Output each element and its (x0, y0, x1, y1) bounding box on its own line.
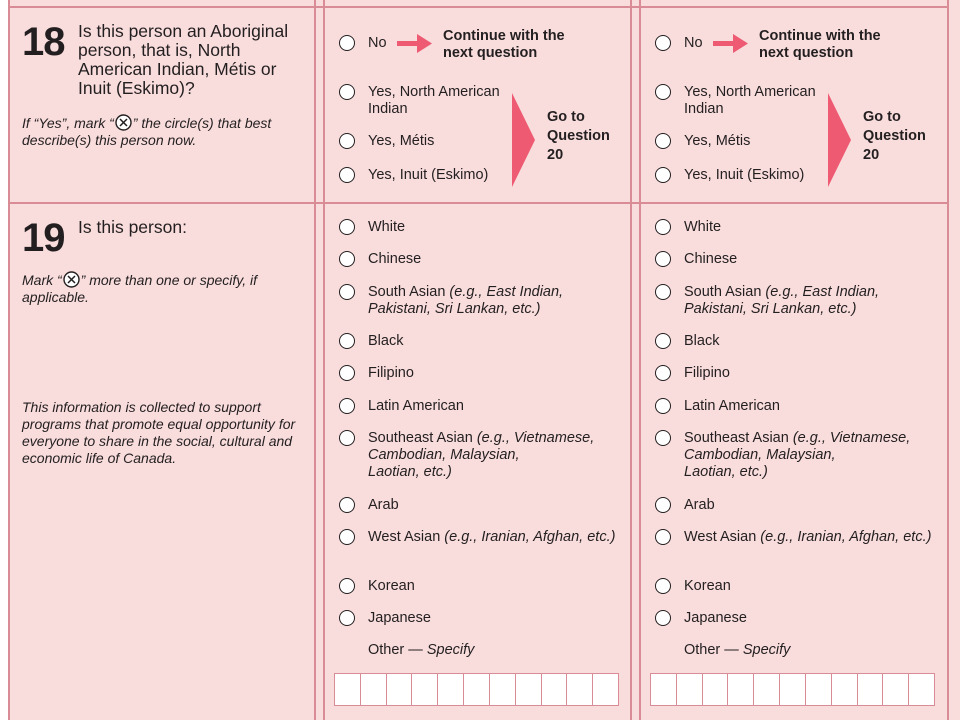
option-label (368, 578, 415, 595)
option-label-line (684, 333, 719, 350)
other-specify-input[interactable] (650, 673, 935, 706)
goto-note-line: 20 (547, 147, 564, 163)
option-example-text: (e.g., Vietnamese, (476, 430, 595, 446)
option-label-line (368, 219, 405, 236)
option-main-text: Black (368, 333, 404, 349)
option-main-text: White (368, 219, 406, 235)
continue-note-line: Continue with the (759, 28, 881, 44)
q19-instruction-pre: Mark “ (22, 272, 62, 288)
option-label-line (684, 578, 731, 595)
option-label-line (368, 365, 414, 382)
option-label: No (684, 35, 703, 51)
q19-instruction (22, 271, 257, 306)
option-label-line (684, 430, 910, 447)
q18-title (78, 22, 288, 98)
option-label (368, 284, 563, 318)
option-label-line (368, 333, 403, 350)
option-main-text: West Asian (684, 529, 761, 545)
radio-south-asian[interactable] (655, 284, 671, 300)
option-example-text: Laotian, etc.) (368, 464, 452, 480)
q19-number: 19 (22, 216, 65, 260)
continue-note-line: next question (759, 45, 854, 61)
q18-instruction-line1 (22, 114, 271, 132)
column-divider-1 (314, 0, 316, 720)
option-main-text: Japanese (368, 610, 431, 626)
option-main-text: Black (684, 333, 720, 349)
option-label-line (684, 251, 737, 268)
option-example-text: Pakistani, Sri Lankan, etc.) (368, 301, 541, 317)
specify-text: Specify (742, 642, 791, 658)
option-example-text: Pakistani, Sri Lankan, etc.) (684, 301, 857, 317)
option-main-text: White (684, 219, 722, 235)
radio-japanese[interactable] (655, 610, 671, 626)
letter-box[interactable] (754, 674, 780, 705)
radio-chinese[interactable] (339, 251, 355, 267)
goto-note-line: Question (863, 128, 926, 144)
option-label-line (368, 430, 594, 447)
option-label-line: Yes, North American (684, 84, 816, 100)
option-example-text: Cambodian, Malaysian, (684, 447, 836, 463)
column-divider-3 (630, 0, 632, 720)
letter-box[interactable] (677, 674, 703, 705)
option-example-text: (e.g., Vietnamese, (792, 430, 911, 446)
option-label (368, 430, 594, 481)
other-label: Other — (368, 642, 427, 658)
option-label-line: Yes, North American (368, 84, 500, 100)
option-label (368, 529, 615, 546)
option-label-line (684, 219, 721, 236)
q19-title: Is this person: (78, 217, 187, 237)
radio-latin-american[interactable] (339, 398, 355, 414)
option-label-line (684, 284, 879, 301)
option-main-text: Southeast Asian (684, 430, 793, 446)
goto-note-line: Question (547, 128, 610, 144)
option-label (684, 578, 731, 595)
q19-answers-person2 (655, 0, 945, 720)
option-label (684, 333, 719, 350)
column-divider-4 (639, 0, 641, 720)
option-main-text: Latin American (684, 398, 780, 414)
option-label-line (368, 464, 594, 481)
option-label (684, 430, 910, 481)
letter-box[interactable] (832, 674, 858, 705)
goto-note-line: Go to (863, 109, 901, 125)
q19-answers-person1 (339, 0, 629, 720)
letter-box[interactable] (780, 674, 806, 705)
option-main-text: South Asian (368, 284, 450, 300)
radio-southeast-asian[interactable] (655, 430, 671, 446)
option-main-text: Southeast Asian (368, 430, 477, 446)
option-label (684, 251, 737, 268)
letter-box[interactable] (728, 674, 754, 705)
goto-note-line: 20 (863, 147, 880, 163)
radio-korean[interactable] (339, 578, 355, 594)
column-divider-2 (323, 0, 325, 720)
option-example-text: (e.g., Iranian, Afghan, etc.) (760, 529, 932, 545)
option-label-line (368, 497, 399, 514)
q18-instruction-post: ” the circle(s) that best (132, 115, 272, 131)
option-label (368, 251, 421, 268)
option-label (368, 365, 414, 382)
option-label-line (368, 301, 563, 318)
option-label-line: Indian (684, 101, 724, 117)
option-main-text: Latin American (368, 398, 464, 414)
specify-text: Specify (426, 642, 475, 658)
q18-instruction-pre: If “Yes”, mark “ (22, 115, 114, 131)
option-example-text: (e.g., Iranian, Afghan, etc.) (444, 529, 616, 545)
option-label (684, 398, 780, 415)
option-label: Yes, Métis (684, 133, 751, 149)
letter-box[interactable] (909, 674, 934, 705)
radio-latin-american[interactable] (655, 398, 671, 414)
option-label-line (368, 251, 421, 268)
option-label (684, 497, 715, 514)
q18-instruction (22, 114, 271, 149)
q18-title-line: Is this person an Aboriginal (78, 21, 289, 41)
letter-box[interactable] (361, 674, 387, 705)
option-label-line (368, 610, 431, 627)
option-label-line (684, 497, 715, 514)
radio-japanese[interactable] (339, 610, 355, 626)
option-label (684, 365, 730, 382)
q18-instruction-line2: describe(s) this person now. (22, 132, 197, 148)
option-example-text: Cambodian, Malaysian, (368, 447, 520, 463)
option-label (368, 219, 405, 236)
radio-west-asian[interactable] (655, 529, 671, 545)
letter-box[interactable] (858, 674, 884, 705)
letter-box[interactable] (490, 674, 516, 705)
option-label (684, 219, 721, 236)
radio-arab[interactable] (339, 497, 355, 513)
option-label-line (368, 447, 594, 464)
option-main-text: Filipino (368, 365, 414, 381)
letter-box[interactable] (516, 674, 542, 705)
radio-chinese[interactable] (655, 251, 671, 267)
q19-info-line: everyone to share in the social, cultural and (22, 433, 293, 449)
option-label (368, 398, 464, 415)
option-main-text: Japanese (684, 610, 747, 626)
other-specify-input[interactable] (334, 673, 619, 706)
radio-southeast-asian[interactable] (339, 430, 355, 446)
other-specify-label (684, 642, 790, 659)
letter-box[interactable] (335, 674, 361, 705)
option-label-line (684, 398, 780, 415)
letter-box[interactable] (412, 674, 438, 705)
left-border (8, 0, 10, 720)
option-main-text: Arab (368, 497, 399, 513)
letter-box[interactable] (883, 674, 909, 705)
radio-south-asian[interactable] (339, 284, 355, 300)
radio-arab[interactable] (655, 497, 671, 513)
q18-title-line: American Indian, Métis or (78, 59, 277, 79)
option-label-line (684, 464, 910, 481)
option-main-text: South Asian (684, 284, 766, 300)
letter-box[interactable] (387, 674, 413, 705)
option-label-line (368, 398, 464, 415)
option-label-line (684, 365, 730, 382)
radio-filipino[interactable] (339, 365, 355, 381)
q18-title-line: Inuit (Eskimo)? (78, 78, 195, 98)
letter-box[interactable] (703, 674, 729, 705)
radio-black[interactable] (655, 333, 671, 349)
q19-info-line: economic life of Canada. (22, 450, 177, 466)
crossed-circle-icon (115, 114, 132, 131)
q18-number: 18 (22, 20, 65, 64)
q19-instruction-post: ” more than one or specify, if (80, 272, 258, 288)
continue-note-line: next question (443, 45, 538, 61)
option-label-line (684, 610, 747, 627)
radio-black[interactable] (339, 333, 355, 349)
q19-info-line: This information is collected to support (22, 399, 261, 415)
option-label: Yes, Inuit (Eskimo) (368, 167, 489, 183)
radio-white[interactable] (339, 219, 355, 235)
radio-white[interactable] (655, 219, 671, 235)
q19-info (22, 399, 295, 467)
option-label (368, 497, 399, 514)
option-label-line: Indian (368, 101, 408, 117)
option-label-line (368, 284, 563, 301)
option-main-text: Filipino (684, 365, 730, 381)
radio-filipino[interactable] (655, 365, 671, 381)
option-label (368, 333, 403, 350)
q18-title-line: person, that is, North (78, 40, 241, 60)
option-main-text: Arab (684, 497, 715, 513)
crossed-circle-icon (63, 271, 80, 288)
option-label (368, 610, 431, 627)
option-example-text: (e.g., East Indian, (765, 284, 880, 300)
other-label: Other — (684, 642, 743, 658)
option-main-text: Chinese (368, 251, 422, 267)
option-label (684, 529, 931, 546)
letter-box[interactable] (542, 674, 568, 705)
radio-korean[interactable] (655, 578, 671, 594)
other-specify-label (368, 642, 474, 659)
option-main-text: West Asian (368, 529, 445, 545)
q19-info-line: programs that promote equal opportunity for (22, 416, 296, 432)
letter-box[interactable] (806, 674, 832, 705)
letter-box[interactable] (438, 674, 464, 705)
letter-box[interactable] (593, 674, 618, 705)
letter-box[interactable] (567, 674, 593, 705)
option-main-text: Korean (684, 578, 731, 594)
option-label-line (684, 529, 931, 546)
option-label (684, 610, 747, 627)
option-label: Yes, Métis (368, 133, 435, 149)
option-label: Yes, Inuit (Eskimo) (684, 167, 805, 183)
option-main-text: Chinese (684, 251, 738, 267)
goto-note-line: Go to (547, 109, 585, 125)
option-label: No (368, 35, 387, 51)
option-label (684, 284, 879, 318)
q19-instruction-line1 (22, 271, 257, 289)
letter-box[interactable] (651, 674, 677, 705)
right-border (947, 0, 949, 720)
option-label-line (684, 447, 910, 464)
option-label-line (368, 578, 415, 595)
option-example-text: Laotian, etc.) (684, 464, 768, 480)
q19-instruction-line2: applicable. (22, 289, 89, 305)
option-example-text: (e.g., East Indian, (449, 284, 564, 300)
option-label-line (684, 301, 879, 318)
continue-note-line: Continue with the (443, 28, 565, 44)
radio-west-asian[interactable] (339, 529, 355, 545)
letter-box[interactable] (464, 674, 490, 705)
option-main-text: Korean (368, 578, 415, 594)
option-label-line (368, 529, 615, 546)
